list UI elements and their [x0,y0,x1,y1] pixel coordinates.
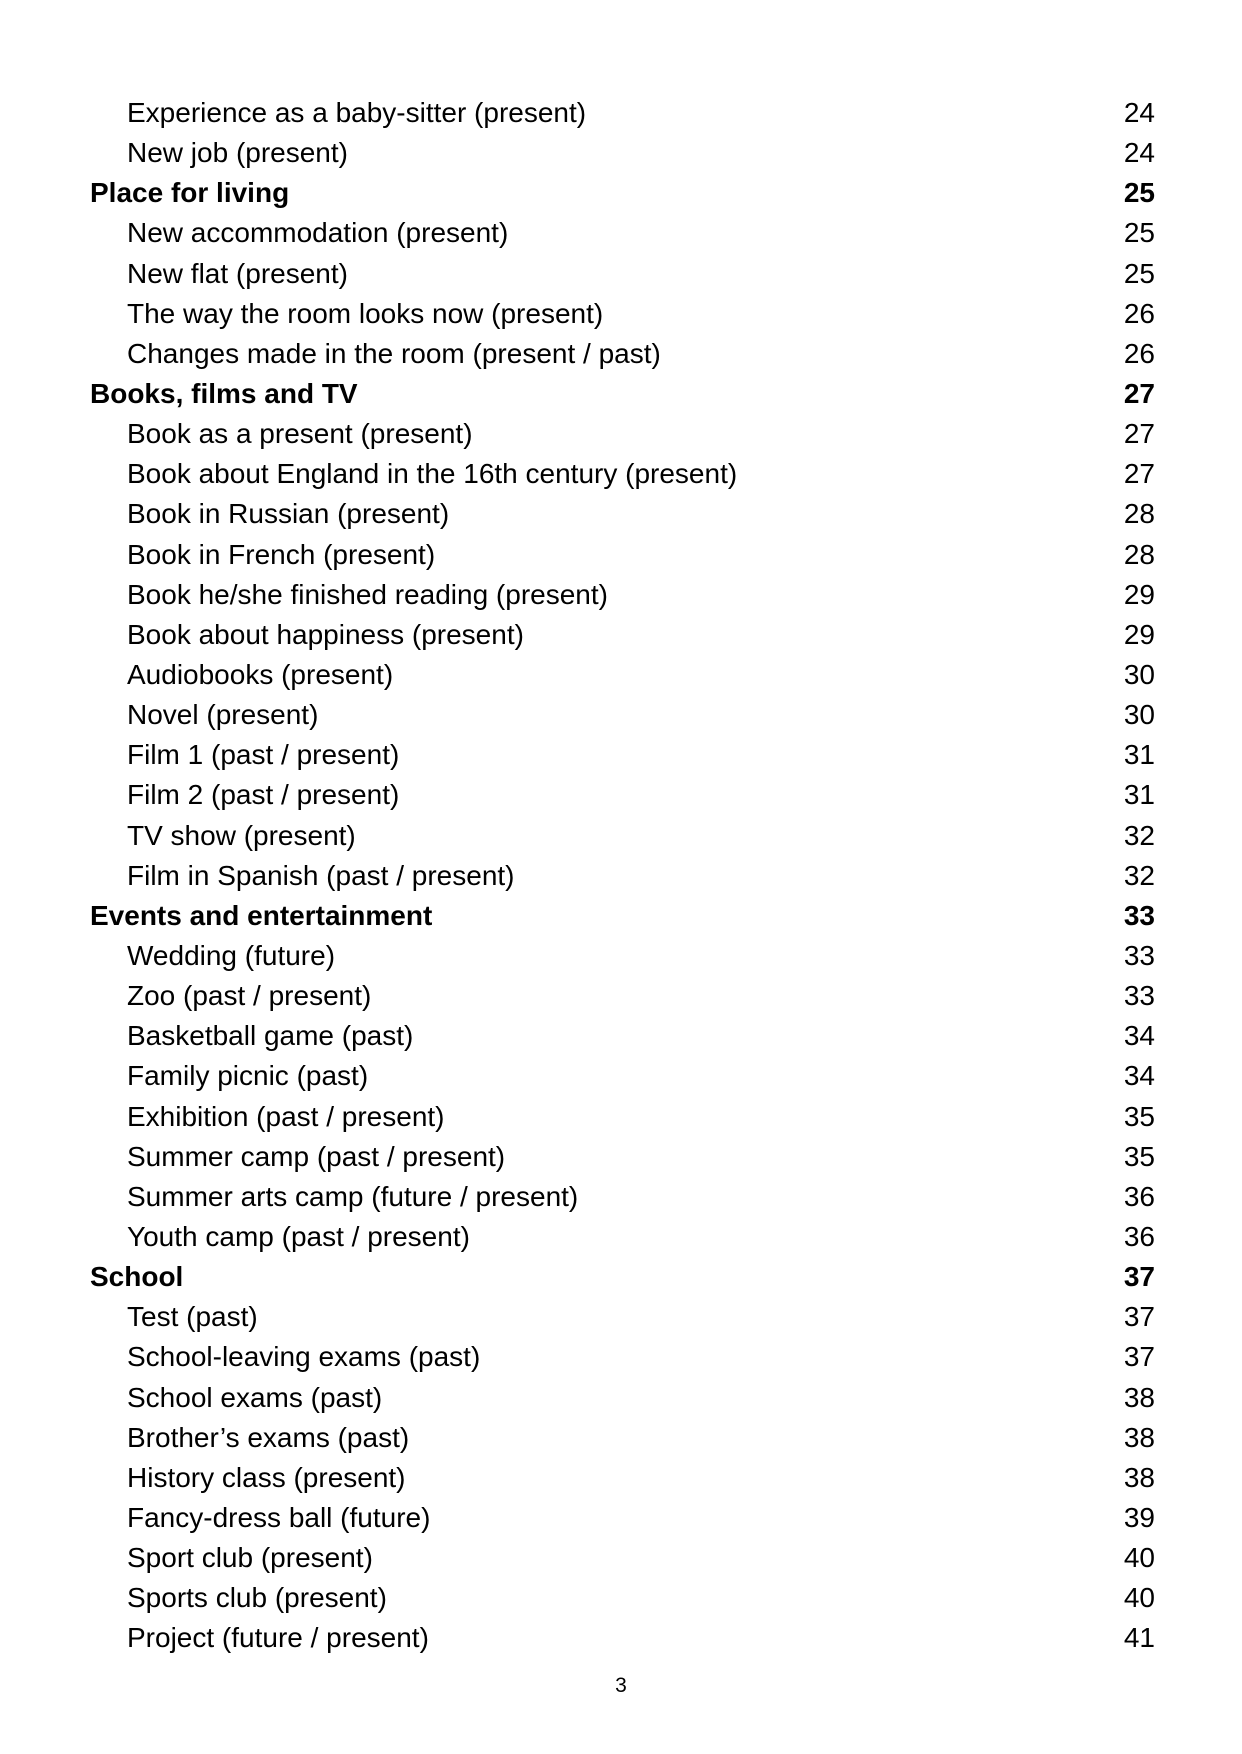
toc-entry-title: Basketball game (past) [127,1020,414,1052]
toc-page-number: 35 [1123,1140,1155,1172]
toc-page-number: 38 [1123,1381,1155,1413]
toc-entry-title: TV show (present) [127,819,356,851]
table-of-contents [90,93,1155,1658]
toc-entry-title: Book he/she finished reading (present) [127,578,608,610]
toc-section-heading [90,374,1155,414]
toc-entry [90,1097,1155,1137]
toc-page-number: 41 [1123,1622,1155,1654]
toc-page-number: 24 [1123,97,1155,129]
toc-entry [90,1217,1155,1257]
toc-page-number: 26 [1123,297,1155,329]
toc-entry [90,1418,1155,1458]
toc-entry-title: Changes made in the room (present / past) [127,337,661,369]
toc-entry-title: Book as a present (present) [127,418,473,450]
toc-entry-title: Book about England in the 16th century (present) [127,458,738,490]
page-number: 3 [615,1674,627,1697]
toc-entry-title: Film in Spanish (past / present) [127,859,515,891]
toc-entry [90,93,1155,133]
toc-entry-title: Brother’s exams (past) [127,1421,410,1453]
toc-entry [90,816,1155,856]
toc-section-title: Books, films and TV [90,378,358,410]
toc-section-heading [90,1257,1155,1297]
toc-entry-title: Project (future / present) [127,1622,429,1654]
toc-entry-title: Sport club (present) [127,1542,373,1574]
toc-page-number: 40 [1123,1542,1155,1574]
toc-entry [90,535,1155,575]
toc-entry-title: Fancy-dress ball (future) [127,1501,431,1533]
toc-entry [90,494,1155,534]
toc-section-title: Place for living [90,177,290,209]
toc-entry [90,615,1155,655]
toc-entry-title: The way the room looks now (present) [127,297,604,329]
toc-page-number: 28 [1123,498,1155,530]
toc-entry-title: Youth camp (past / present) [127,1221,470,1252]
toc-page-number: 27 [1123,418,1155,450]
toc-page-number: 28 [1123,538,1155,570]
toc-entry-title: Book about happiness (present) [127,618,524,650]
toc-entry [90,775,1155,815]
toc-entry-title: New accommodation (present) [127,217,509,249]
toc-entry [90,575,1155,615]
toc-entry [90,1016,1155,1056]
toc-page-number: 32 [1123,859,1155,891]
toc-page-number: 24 [1123,137,1155,169]
toc-section-heading [90,896,1155,936]
toc-page-number: 36 [1123,1221,1155,1252]
toc-entry [90,1337,1155,1377]
toc-page-number: 33 [1123,940,1155,972]
toc-entry-title: Book in Russian (present) [127,498,450,530]
toc-entry [90,414,1155,454]
toc-page-number: 29 [1123,578,1155,610]
toc-entry-title: Audiobooks (present) [127,659,394,691]
toc-entry-title: Family picnic (past) [127,1060,369,1092]
toc-page-number: 34 [1123,1020,1155,1052]
toc-page-number: 25 [1123,177,1155,209]
toc-entry [90,1498,1155,1538]
toc-page-number: 26 [1123,337,1155,369]
toc-entry [90,1056,1155,1096]
toc-page-number: 39 [1123,1501,1155,1533]
toc-entry [90,334,1155,374]
toc-entry-title: Summer camp (past / present) [127,1140,506,1172]
toc-entry-title: School-leaving exams (past) [127,1341,481,1373]
toc-page-number: 25 [1123,217,1155,249]
toc-section-heading [90,173,1155,213]
toc-section-title: Events and entertainment [90,899,433,931]
toc-page-number: 38 [1123,1461,1155,1493]
toc-page-number: 35 [1123,1100,1155,1132]
toc-page-number: 38 [1123,1421,1155,1453]
toc-entry [90,294,1155,334]
toc-entry-title: Book in French (present) [127,538,436,570]
toc-entry [90,936,1155,976]
toc-entry-title: Wedding (future) [127,940,336,972]
toc-page-number: 33 [1123,899,1155,931]
toc-entry-title: New job (present) [127,137,348,169]
toc-entry [90,454,1155,494]
toc-entry [90,1378,1155,1418]
toc-page-number: 32 [1123,819,1155,851]
toc-entry-title: Summer arts camp (future / present) [127,1180,579,1212]
toc-entry [90,1538,1155,1578]
toc-page-number: 36 [1123,1180,1155,1212]
toc-entry-title: History class (present) [127,1461,406,1493]
toc-entry [90,254,1155,294]
toc-page-number: 37 [1123,1341,1155,1373]
toc-entry-title: Zoo (past / present) [127,980,372,1012]
toc-entry-title: Experience as a baby-sitter (present) [127,97,587,129]
toc-entry [90,133,1155,173]
toc-entry [90,213,1155,253]
toc-entry [90,655,1155,695]
toc-entry-title: Film 2 (past / present) [127,779,400,811]
toc-entry [90,1578,1155,1618]
toc-entry [90,1297,1155,1337]
toc-entry [90,856,1155,896]
toc-entry-title: Film 1 (past / present) [127,739,400,771]
toc-entry-title: Sports club (present) [127,1582,387,1614]
toc-page-number: 29 [1123,618,1155,650]
toc-page-number: 31 [1123,739,1155,771]
toc-page-number: 25 [1123,257,1155,289]
toc-page-number: 27 [1123,378,1155,410]
toc-entry-title: Novel (present) [127,699,319,731]
toc-entry [90,1177,1155,1217]
toc-entry-title: School exams (past) [127,1381,383,1413]
toc-entry-title: Exhibition (past / present) [127,1100,445,1132]
toc-entry [90,1458,1155,1498]
toc-page-number: 27 [1123,458,1155,490]
toc-entry [90,735,1155,775]
toc-page-number: 31 [1123,779,1155,811]
toc-entry [90,1618,1155,1658]
toc-page-number: 40 [1123,1582,1155,1614]
toc-page-number: 33 [1123,980,1155,1012]
toc-section-title: School [90,1261,184,1293]
toc-entry [90,976,1155,1016]
toc-entry-title: New flat (present) [127,257,348,289]
toc-page-number: 37 [1123,1301,1155,1333]
toc-page-number: 37 [1123,1261,1155,1293]
toc-entry [90,1137,1155,1177]
toc-page-number: 30 [1123,699,1155,731]
toc-page-number: 30 [1123,659,1155,691]
toc-entry-title: Test (past) [127,1301,258,1333]
toc-page-number: 34 [1123,1060,1155,1092]
toc-entry [90,695,1155,735]
